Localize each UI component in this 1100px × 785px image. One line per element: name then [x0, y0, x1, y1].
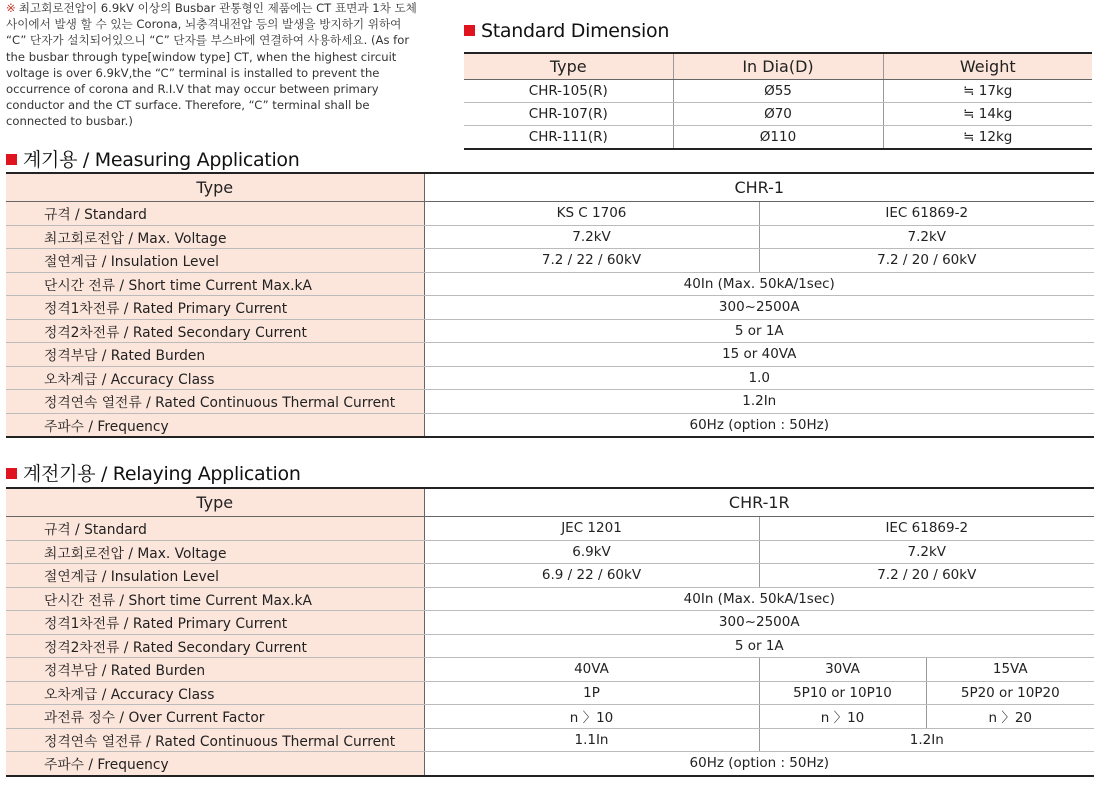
measuring-title — [6, 145, 300, 172]
table-row — [6, 390, 1094, 414]
row-label: 절연계급 / Insulation Level — [6, 564, 424, 588]
relaying-table — [6, 487, 1094, 777]
row-label: 과전류 정수 / Over Current Factor — [6, 705, 424, 729]
dimension-header-dia: In Dia(D) — [673, 53, 883, 80]
relaying-header-row — [6, 488, 1094, 517]
table-cell: 1.2In — [424, 390, 1094, 414]
measuring-header-row — [6, 173, 1094, 202]
row-label: 정격2차전류 / Rated Secondary Current — [6, 319, 424, 343]
relaying-header-type: Type — [6, 488, 424, 517]
table-cell: 40In (Max. 50kA/1sec) — [424, 272, 1094, 296]
dimension-cell: ≒ 14kg — [883, 103, 1092, 126]
table-cell: KS C 1706 — [424, 202, 759, 226]
table-cell: 1.0 — [424, 366, 1094, 390]
relaying-title-text: 계전기용 / Relaying Application — [23, 463, 301, 485]
table-cell: 15VA — [926, 658, 1094, 682]
dimension-cell: Ø110 — [673, 126, 883, 150]
dimension-title-text: Standard Dimension — [481, 20, 670, 42]
table-cell: 7.2kV — [759, 540, 1094, 564]
row-label: 최고회로전압 / Max. Voltage — [6, 225, 424, 249]
measuring-header-type: Type — [6, 173, 424, 202]
table-cell: 300~2500A — [424, 296, 1094, 320]
table-cell: 15 or 40VA — [424, 343, 1094, 367]
row-label: 단시간 전류 / Short time Current Max.kA — [6, 587, 424, 611]
relaying-title — [6, 459, 301, 486]
row-label: 정격1차전류 / Rated Primary Current — [6, 611, 424, 635]
dimension-cell: CHR-105(R) — [464, 80, 673, 103]
table-cell: n 〉10 — [759, 705, 926, 729]
table-cell: 5P20 or 10P20 — [926, 681, 1094, 705]
note-text: 최고회로전압이 6.9kV 이상의 Busbar 관통형인 제품에는 CT 표면과 1차 도체 사이에서 발생 할 수 있는 Corona, 뇌충격내전압 등의 발생을 방지하기 위하여 “C” 단자가 설치되어있으니 “C” 단자를 부스바에 연결하여 사용하세요. (As for the busbar through type[window type] CT, when the highest circuit voltage is over 6.9kV,the “C” terminal is installed to prevent the occurrence of corona and R.I.V that may occur between primary conductor and the CT surface. Therefore, “C” terminal shall be connected to busbar.) — [6, 1, 417, 129]
table-row — [6, 517, 1094, 541]
table-row — [6, 752, 1094, 776]
dimension-header-weight: Weight — [883, 53, 1092, 80]
table-row — [6, 413, 1094, 437]
measuring-table — [6, 172, 1094, 438]
table-row — [6, 296, 1094, 320]
row-label: 정격2차전류 / Rated Secondary Current — [6, 634, 424, 658]
table-cell: 7.2kV — [759, 225, 1094, 249]
table-row — [464, 103, 1092, 126]
table-cell: 6.9 / 22 / 60kV — [424, 564, 759, 588]
relaying-header-model: CHR-1R — [424, 488, 1094, 517]
measuring-title-text: 계기용 / Measuring Application — [23, 149, 300, 171]
table-cell: 6.9kV — [424, 540, 759, 564]
table-cell: 40VA — [424, 658, 759, 682]
red-square-icon — [464, 25, 475, 36]
table-row — [6, 343, 1094, 367]
table-row — [6, 202, 1094, 226]
table-row — [6, 540, 1094, 564]
row-label: 최고회로전압 / Max. Voltage — [6, 540, 424, 564]
table-row — [6, 564, 1094, 588]
table-row — [6, 587, 1094, 611]
table-cell: 7.2 / 22 / 60kV — [424, 249, 759, 273]
row-label: 단시간 전류 / Short time Current Max.kA — [6, 272, 424, 296]
dimension-title — [464, 20, 669, 42]
dimension-cell: CHR-107(R) — [464, 103, 673, 126]
row-label: 정격1차전류 / Rated Primary Current — [6, 296, 424, 320]
table-row — [6, 658, 1094, 682]
table-cell: 40In (Max. 50kA/1sec) — [424, 587, 1094, 611]
table-row — [6, 225, 1094, 249]
row-label: 절연계급 / Insulation Level — [6, 249, 424, 273]
table-row — [6, 319, 1094, 343]
table-row — [6, 366, 1094, 390]
table-row — [6, 728, 1094, 752]
dimension-cell: ≒ 17kg — [883, 80, 1092, 103]
table-cell: 5 or 1A — [424, 319, 1094, 343]
table-cell: 1.1In — [424, 728, 759, 752]
table-row — [464, 80, 1092, 103]
row-label: 정격연속 열전류 / Rated Continuous Thermal Current — [6, 728, 424, 752]
note-mark: ※ — [6, 1, 16, 15]
table-row — [6, 272, 1094, 296]
table-cell: IEC 61869-2 — [759, 517, 1094, 541]
row-label: 정격연속 열전류 / Rated Continuous Thermal Current — [6, 390, 424, 414]
table-cell: 60Hz (option : 50Hz) — [689, 416, 829, 433]
table-cell: 60Hz (option : 50Hz) — [689, 755, 829, 772]
table-row — [6, 249, 1094, 273]
dimension-table — [464, 52, 1092, 150]
row-label: 주파수 / Frequency — [6, 413, 424, 437]
row-label: 규격 / Standard — [6, 517, 424, 541]
table-cell: 30VA — [759, 658, 926, 682]
measuring-header-model: CHR-1 — [424, 173, 1094, 202]
dimension-cell: CHR-111(R) — [528, 129, 608, 145]
table-cell: n 〉10 — [424, 705, 759, 729]
table-cell: 5 or 1A — [424, 634, 1094, 658]
table-cell: IEC 61869-2 — [759, 202, 1094, 226]
dimension-cell: Ø70 — [673, 103, 883, 126]
table-row — [6, 611, 1094, 635]
table-cell: 7.2kV — [424, 225, 759, 249]
table-row — [6, 634, 1094, 658]
table-cell: 7.2 / 20 / 60kV — [759, 249, 1094, 273]
table-row — [464, 126, 1092, 150]
table-row — [6, 681, 1094, 705]
table-cell: 1P — [424, 681, 759, 705]
table-row — [6, 705, 1094, 729]
table-cell: JEC 1201 — [424, 517, 759, 541]
row-label: 오차계급 / Accuracy Class — [6, 366, 424, 390]
table-cell: 7.2 / 20 / 60kV — [759, 564, 1094, 588]
table-cell: 300~2500A — [424, 611, 1094, 635]
row-label: 정격부담 / Rated Burden — [6, 343, 424, 367]
red-square-icon — [6, 154, 17, 165]
dimension-header-row — [464, 53, 1092, 80]
table-cell: 5P10 or 10P10 — [759, 681, 926, 705]
red-square-icon — [6, 468, 17, 479]
dimension-cell: ≒ 12kg — [883, 126, 1092, 150]
dimension-header-type: Type — [464, 53, 673, 80]
row-label: 정격부담 / Rated Burden — [6, 658, 424, 682]
row-label: 주파수 / Frequency — [6, 752, 424, 776]
row-label: 오차계급 / Accuracy Class — [6, 681, 424, 705]
dimension-cell: Ø55 — [673, 80, 883, 103]
row-label: 규격 / Standard — [6, 202, 424, 226]
table-cell: n 〉20 — [926, 705, 1094, 729]
table-cell: 1.2In — [759, 728, 1094, 752]
busbar-note — [6, 0, 418, 130]
